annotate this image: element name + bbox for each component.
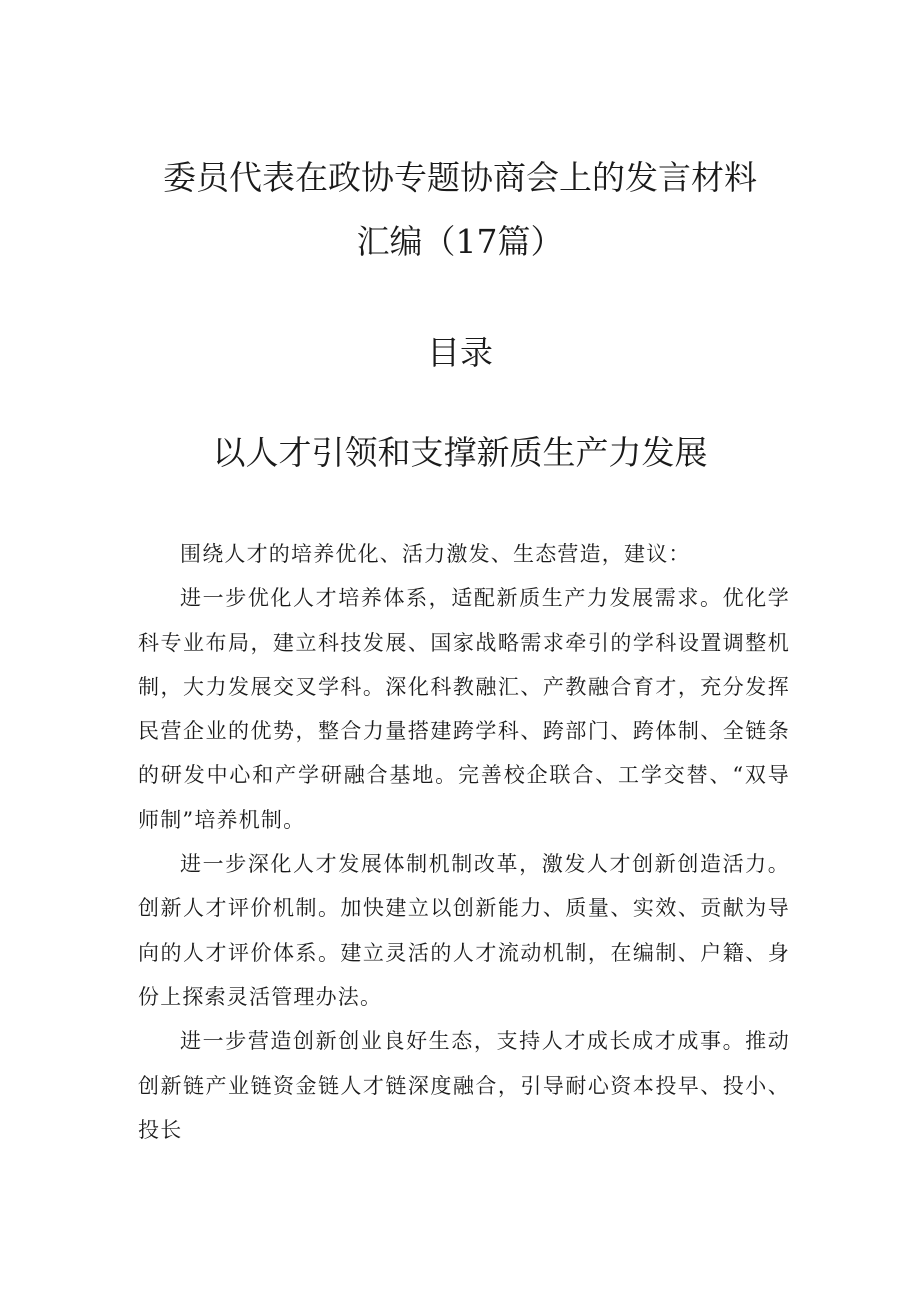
paragraph-ecosystem: 进一步营造创新创业良好生态，支持人才成长成才成事。推动创新链产业链资金链人才链深度融合，引导耐心资本投早、投小、投长 (138, 1029, 790, 1142)
body-text (138, 532, 790, 1152)
paragraph-system-reform: 进一步深化人才发展体制机制改革，激发人才创新创造活力。创新人才评价机制。加快建立以创新能力、质量、实效、贡献为导向的人才评价体系。建立灵活的人才流动机制，在编制、户籍、身份上探索灵活管理办法。 (138, 852, 790, 1009)
document-title-line2: 汇编（17篇） (356, 222, 564, 261)
toc-heading: 目录 (427, 333, 493, 372)
section-title: 以人才引领和支撑新质生产力发展 (212, 433, 708, 472)
document-title-line1: 委员代表在政协专题协商会上的发言材料 (163, 158, 757, 197)
paragraph-intro: 围绕人才的培养优化、活力激发、生态营造，建议： (180, 542, 691, 566)
paragraph-talent-training: 进一步优化人才培养体系，适配新质生产力发展需求。优化学科专业布局，建立科技发展、国家战略需求牵引的学科设置调整机制，大力发展交叉学科。深化科教融汇、产教融合育才，充分发挥民营企业的优势，整合力量搭建跨学科、跨部门、跨体制、全链条的研发中心和产学研融合基地。完善校企联合、工学交替、“双导师制”培养机制。 (138, 586, 790, 832)
